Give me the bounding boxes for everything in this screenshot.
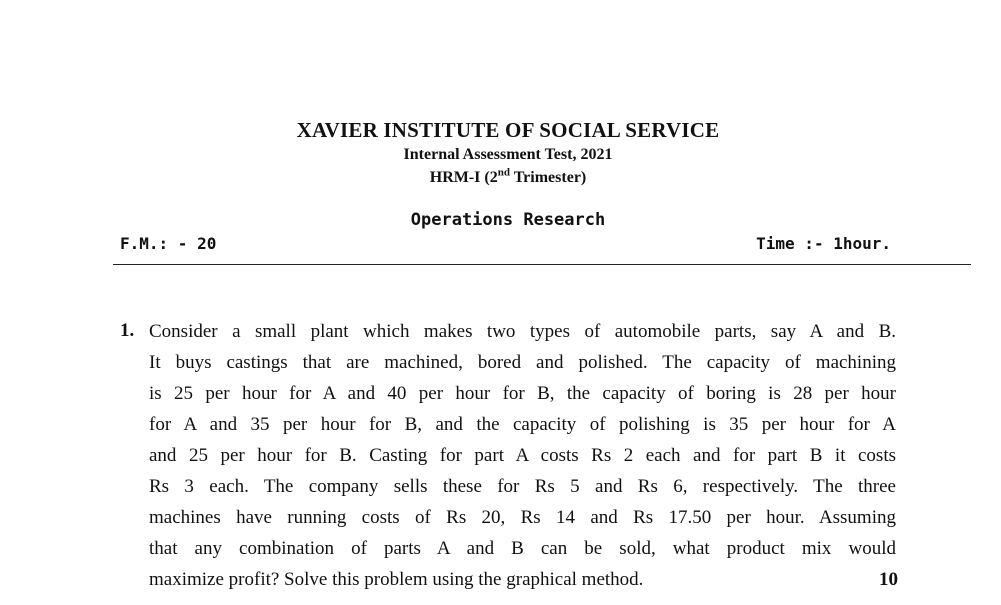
question-number: 1. (120, 320, 135, 341)
header-divider (113, 264, 971, 265)
subject-title: Operations Research (410, 210, 606, 230)
test-title-text: Internal Assessment Test, 2021 (403, 146, 613, 163)
full-marks: F.M.: - 20 (120, 234, 217, 253)
time-limit: Time :- 1hour. (756, 234, 891, 253)
course-title (0, 166, 1001, 187)
question-line: and 25 per hour for B. Casting for part A costs Rs 2 each and for part B it costs (149, 445, 896, 466)
course-superscript: nd (497, 166, 510, 179)
question-line: that any combination of parts A and B can be sold, what product mix would (149, 538, 896, 559)
question-line: machines have running costs of Rs 20, Rs 14 and Rs 17.50 per hour. Assuming (149, 507, 896, 528)
test-title (0, 146, 1001, 164)
question-line: maximize profit? Solve this problem using the graphical method. (149, 569, 644, 590)
question-line: Consider a small plant which makes two types of automobile parts, say A and B. (149, 321, 896, 342)
course-prefix: HRM-I (2 (429, 169, 498, 186)
question-line: It buys castings that are machined, bored and polished. The capacity of machining (149, 352, 896, 373)
question-line: is 25 per hour for A and 40 per hour for B, the capacity of boring is 28 per hour (149, 383, 896, 404)
question-line: for A and 35 per hour for B, and the capacity of polishing is 35 per hour for A (149, 414, 896, 435)
institute-name: XAVIER INSTITUTE OF SOCIAL SERVICE (296, 118, 720, 142)
question-text (149, 320, 896, 599)
course-suffix: Trimester) (509, 169, 587, 186)
question-marks: 10 (879, 569, 898, 590)
question-line: Rs 3 each. The company sells these for Rs 5 and Rs 6, respectively. The three (149, 476, 896, 497)
